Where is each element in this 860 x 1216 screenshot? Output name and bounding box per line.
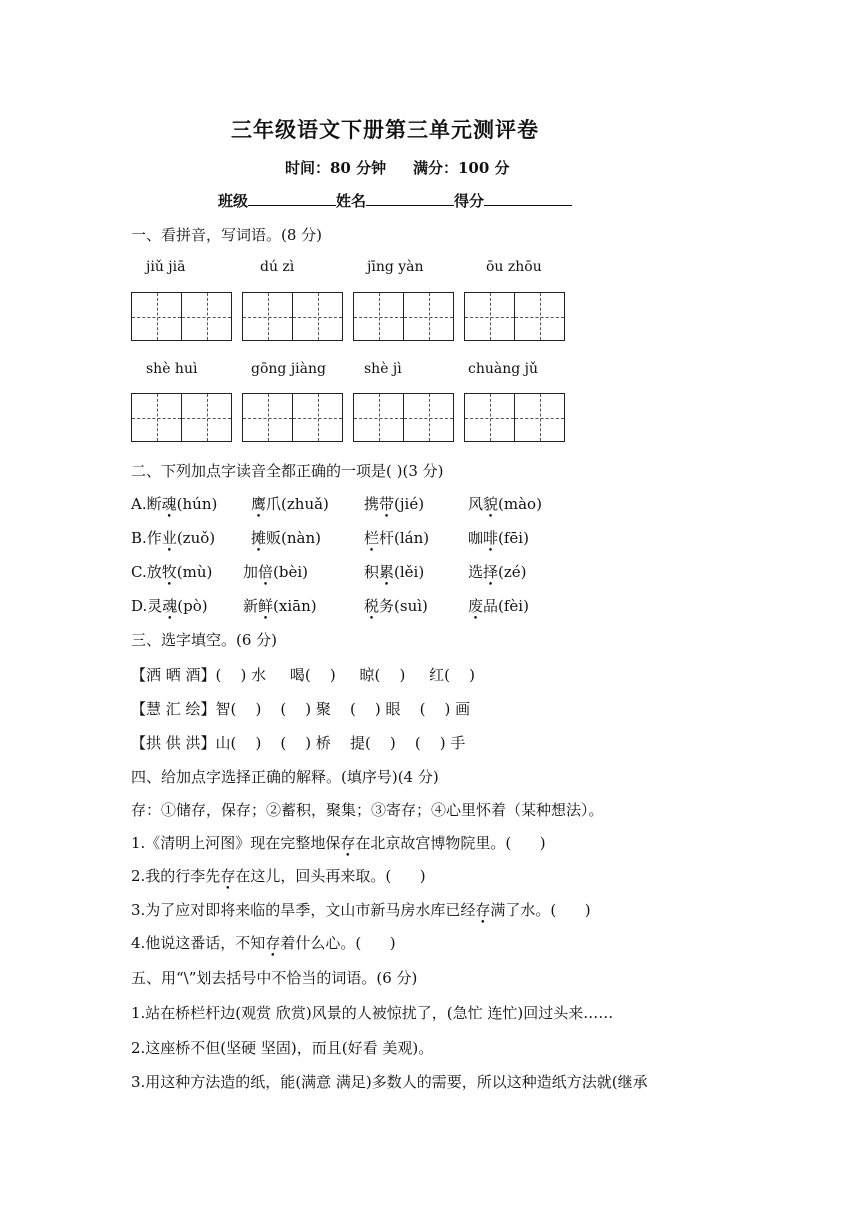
q2-option-c: C.放牧(mù) 加倍(bèi) 积累(lěi) 选择(zé) bbox=[131, 563, 527, 581]
writing-grid[interactable] bbox=[131, 393, 232, 442]
writing-grid[interactable] bbox=[464, 292, 565, 341]
q5-item: 2.这座桥不但(坚硬 坚固)，而且(好看 美观)。 bbox=[131, 1039, 434, 1057]
q5-item: 3.用这种方法造的纸，能(满意 满足)多数人的需要，所以这种造纸方法就(继承 bbox=[131, 1073, 648, 1091]
q4-item: 1.《清明上河图》现在完整地保存在北京故宫博物院里。( ) bbox=[131, 834, 546, 852]
q3-row: 【慧 汇 绘】智( ) ( ) 聚 ( ) 眼 ( ) 画 bbox=[131, 700, 471, 718]
score-label: 满分：100 分 bbox=[413, 159, 510, 177]
q2-heading: 二、下列加点字读音全都正确的一项是( )(3 分) bbox=[131, 462, 444, 480]
writing-grid[interactable] bbox=[353, 292, 454, 341]
pinyin: gōng jiàng bbox=[251, 361, 326, 377]
writing-grid[interactable] bbox=[131, 292, 232, 341]
q4-item: 2.我的行李先存在这儿，回头再来取。( ) bbox=[131, 867, 426, 885]
writing-grid[interactable] bbox=[464, 393, 565, 442]
name-blank[interactable] bbox=[366, 191, 454, 206]
pinyin: jiǔ jiā bbox=[146, 259, 186, 275]
pinyin: jīng yàn bbox=[367, 259, 424, 275]
q2-option-a: A.断魂(hún) 鹰爪(zhuǎ) 携带(jié) 风貌(mào) bbox=[131, 495, 542, 513]
writing-grid[interactable] bbox=[242, 393, 343, 442]
points-label: 得分 bbox=[454, 192, 485, 210]
q1-heading: 一、看拼音，写词语。(8 分) bbox=[131, 226, 323, 244]
q4-item: 4.他说这番话，不知存着什么心。( ) bbox=[131, 934, 396, 952]
writing-grid[interactable] bbox=[242, 292, 343, 341]
q3-row: 【拱 供 洪】山( ) ( ) 桥 提( ) ( ) 手 bbox=[131, 734, 466, 752]
points-blank[interactable] bbox=[484, 191, 572, 206]
name-label: 姓名 bbox=[336, 192, 367, 210]
pinyin: chuàng jǔ bbox=[468, 361, 539, 377]
q3-heading: 三、选字填空。(6 分) bbox=[131, 631, 278, 649]
pinyin: shè jì bbox=[364, 361, 402, 377]
q4-heading: 四、给加点字选择正确的解释。(填序号)(4 分) bbox=[131, 768, 439, 786]
q5-heading: 五、用“\”划去括号中不恰当的词语。(6 分) bbox=[131, 969, 418, 987]
class-blank[interactable] bbox=[248, 191, 336, 206]
q3-row: 【洒 晒 酒】( ) 水 喝( ) 晾( ) 红( ) bbox=[131, 666, 475, 684]
student-info-line bbox=[218, 190, 572, 211]
q2-option-d: D.灵魂(pò) 新鲜(xiān) 税务(suì) 废品(fèi) bbox=[131, 597, 529, 615]
q4-item: 3.为了应对即将来临的旱季，文山市新马房水库已经存满了水。( ) bbox=[131, 901, 591, 919]
page-title: 三年级语文下册第三单元测评卷 bbox=[231, 117, 539, 142]
writing-grid[interactable] bbox=[353, 393, 454, 442]
class-label: 班级 bbox=[218, 192, 249, 210]
pinyin: ōu zhōu bbox=[486, 259, 542, 275]
pinyin: dú zì bbox=[260, 259, 295, 275]
time-label: 时间：80 分钟 bbox=[285, 159, 387, 177]
q5-item: 1.站在桥栏杆边(观赏 欣赏)风景的人被惊扰了，(急忙 连忙)回过头来…… bbox=[131, 1004, 614, 1022]
pinyin: shè huì bbox=[146, 361, 198, 377]
q4-definition: 存：①储存，保存；②蓄积，聚集；③寄存；④心里怀着（某种想法）。 bbox=[131, 801, 604, 819]
q2-option-b: B.作业(zuǒ) 摊贩(nàn) 栏杆(lán) 咖啡(fēi) bbox=[131, 529, 529, 547]
